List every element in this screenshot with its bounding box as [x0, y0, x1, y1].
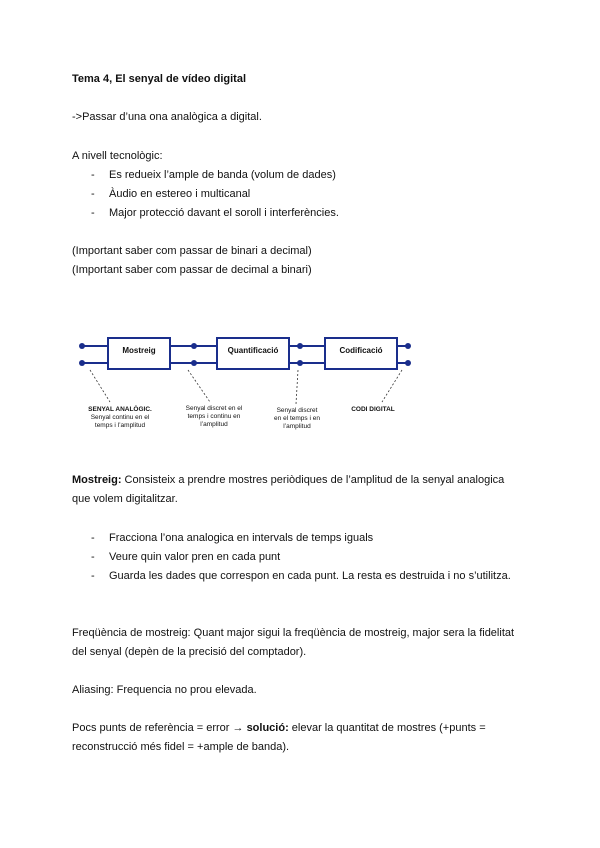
bullet-dash: -	[91, 169, 95, 181]
note-decimal-to-binary: (Important saber com passar de decimal a binari)	[72, 264, 312, 276]
leader-line	[382, 370, 402, 402]
bullet-dash: -	[91, 532, 95, 544]
caption-discrete-both-1: Senyal discret	[276, 407, 318, 414]
mostreig-text: Consisteix a prendre mostres periòdiques de l’amplitud de la senyal analogica	[121, 474, 505, 486]
caption-discrete-both-3: l’amplitud	[283, 423, 311, 430]
caption-analog-2: Senyal continu en el	[90, 414, 150, 421]
mostreig-bullet-1: Fracciona l’ona analogica en intervals de temps iguals	[109, 532, 374, 544]
caption-discrete-time-3: l’amplitud	[200, 421, 228, 428]
node-dot	[79, 360, 85, 366]
mostreig-bullet-3: Guarda les dades que correspon en cada punt. La resta es destruida i no s’utilitza.	[109, 570, 511, 582]
pocs-before: Pocs punts de referència = error →	[72, 722, 247, 734]
box-label-mostreig: Mostreig	[122, 346, 156, 355]
pocs-line-1	[72, 721, 486, 735]
node-dot	[297, 360, 303, 366]
mostreig-label: Mostreig:	[72, 474, 122, 486]
node-dot	[405, 360, 411, 366]
tech-heading: A nivell tecnològic:	[72, 150, 163, 162]
intro-text: ->Passar d’una ona analògica a digital.	[72, 111, 262, 123]
bullet-dash: -	[91, 551, 95, 563]
leader-line	[90, 370, 110, 402]
caption-discrete-time-1: Senyal discret en el	[185, 405, 243, 412]
tech-bullet-1: Es redueix l’ample de banda (volum de dades)	[109, 169, 336, 181]
node-dot	[191, 360, 197, 366]
caption-digital-code: CODI DIGITAL	[351, 406, 395, 413]
freq-line-1: Freqüència de mostreig: Quant major sigui la freqüència de mostreig, major sera la fidelitat	[72, 627, 515, 639]
caption-analog-3: temps i l’amplitud	[94, 422, 146, 429]
node-dot	[297, 343, 303, 349]
freq-line-2: del senyal (depèn de la precisió del comptador).	[72, 646, 307, 658]
mostreig-bullet-2: Veure quin valor pren en cada punt	[109, 551, 281, 563]
box-label-quantificacio: Quantificació	[227, 346, 279, 355]
mostreig-line-2: que volem digitalitzar.	[72, 493, 178, 505]
pocs-line-2: reconstrucció més fidel = +ample de banda).	[72, 741, 290, 753]
note-binary-to-decimal: (Important saber com passar de binari a decimal)	[72, 245, 312, 257]
node-dot	[405, 343, 411, 349]
bullet-dash: -	[91, 188, 95, 200]
pocs-after: elevar la quantitat de mostres (+punts =	[288, 722, 486, 734]
tech-bullet-2: Àudio en estereo i multicanal	[109, 188, 251, 200]
bullet-dash: -	[91, 207, 95, 219]
aliasing-text: Aliasing: Frequencia no prou elevada.	[72, 684, 257, 696]
caption-analog-1: SENYAL ANALÒGIC.	[88, 406, 152, 413]
signal-diagram	[70, 330, 420, 440]
leader-line	[188, 370, 210, 402]
box-label-codificacio: Codificació	[339, 346, 383, 355]
bullet-dash: -	[91, 570, 95, 582]
document-title: Tema 4, El senyal de vídeo digital	[72, 73, 247, 85]
mostreig-line-1	[72, 473, 504, 487]
pocs-solution-label: solució:	[246, 722, 289, 734]
node-dot	[79, 343, 85, 349]
node-dot	[191, 343, 197, 349]
caption-discrete-time-2: temps i continu en	[187, 413, 241, 420]
tech-bullet-3: Major protecció davant el soroll i interferències.	[109, 207, 339, 219]
leader-line	[296, 370, 298, 404]
caption-discrete-both-2: en el temps i en	[274, 415, 320, 422]
